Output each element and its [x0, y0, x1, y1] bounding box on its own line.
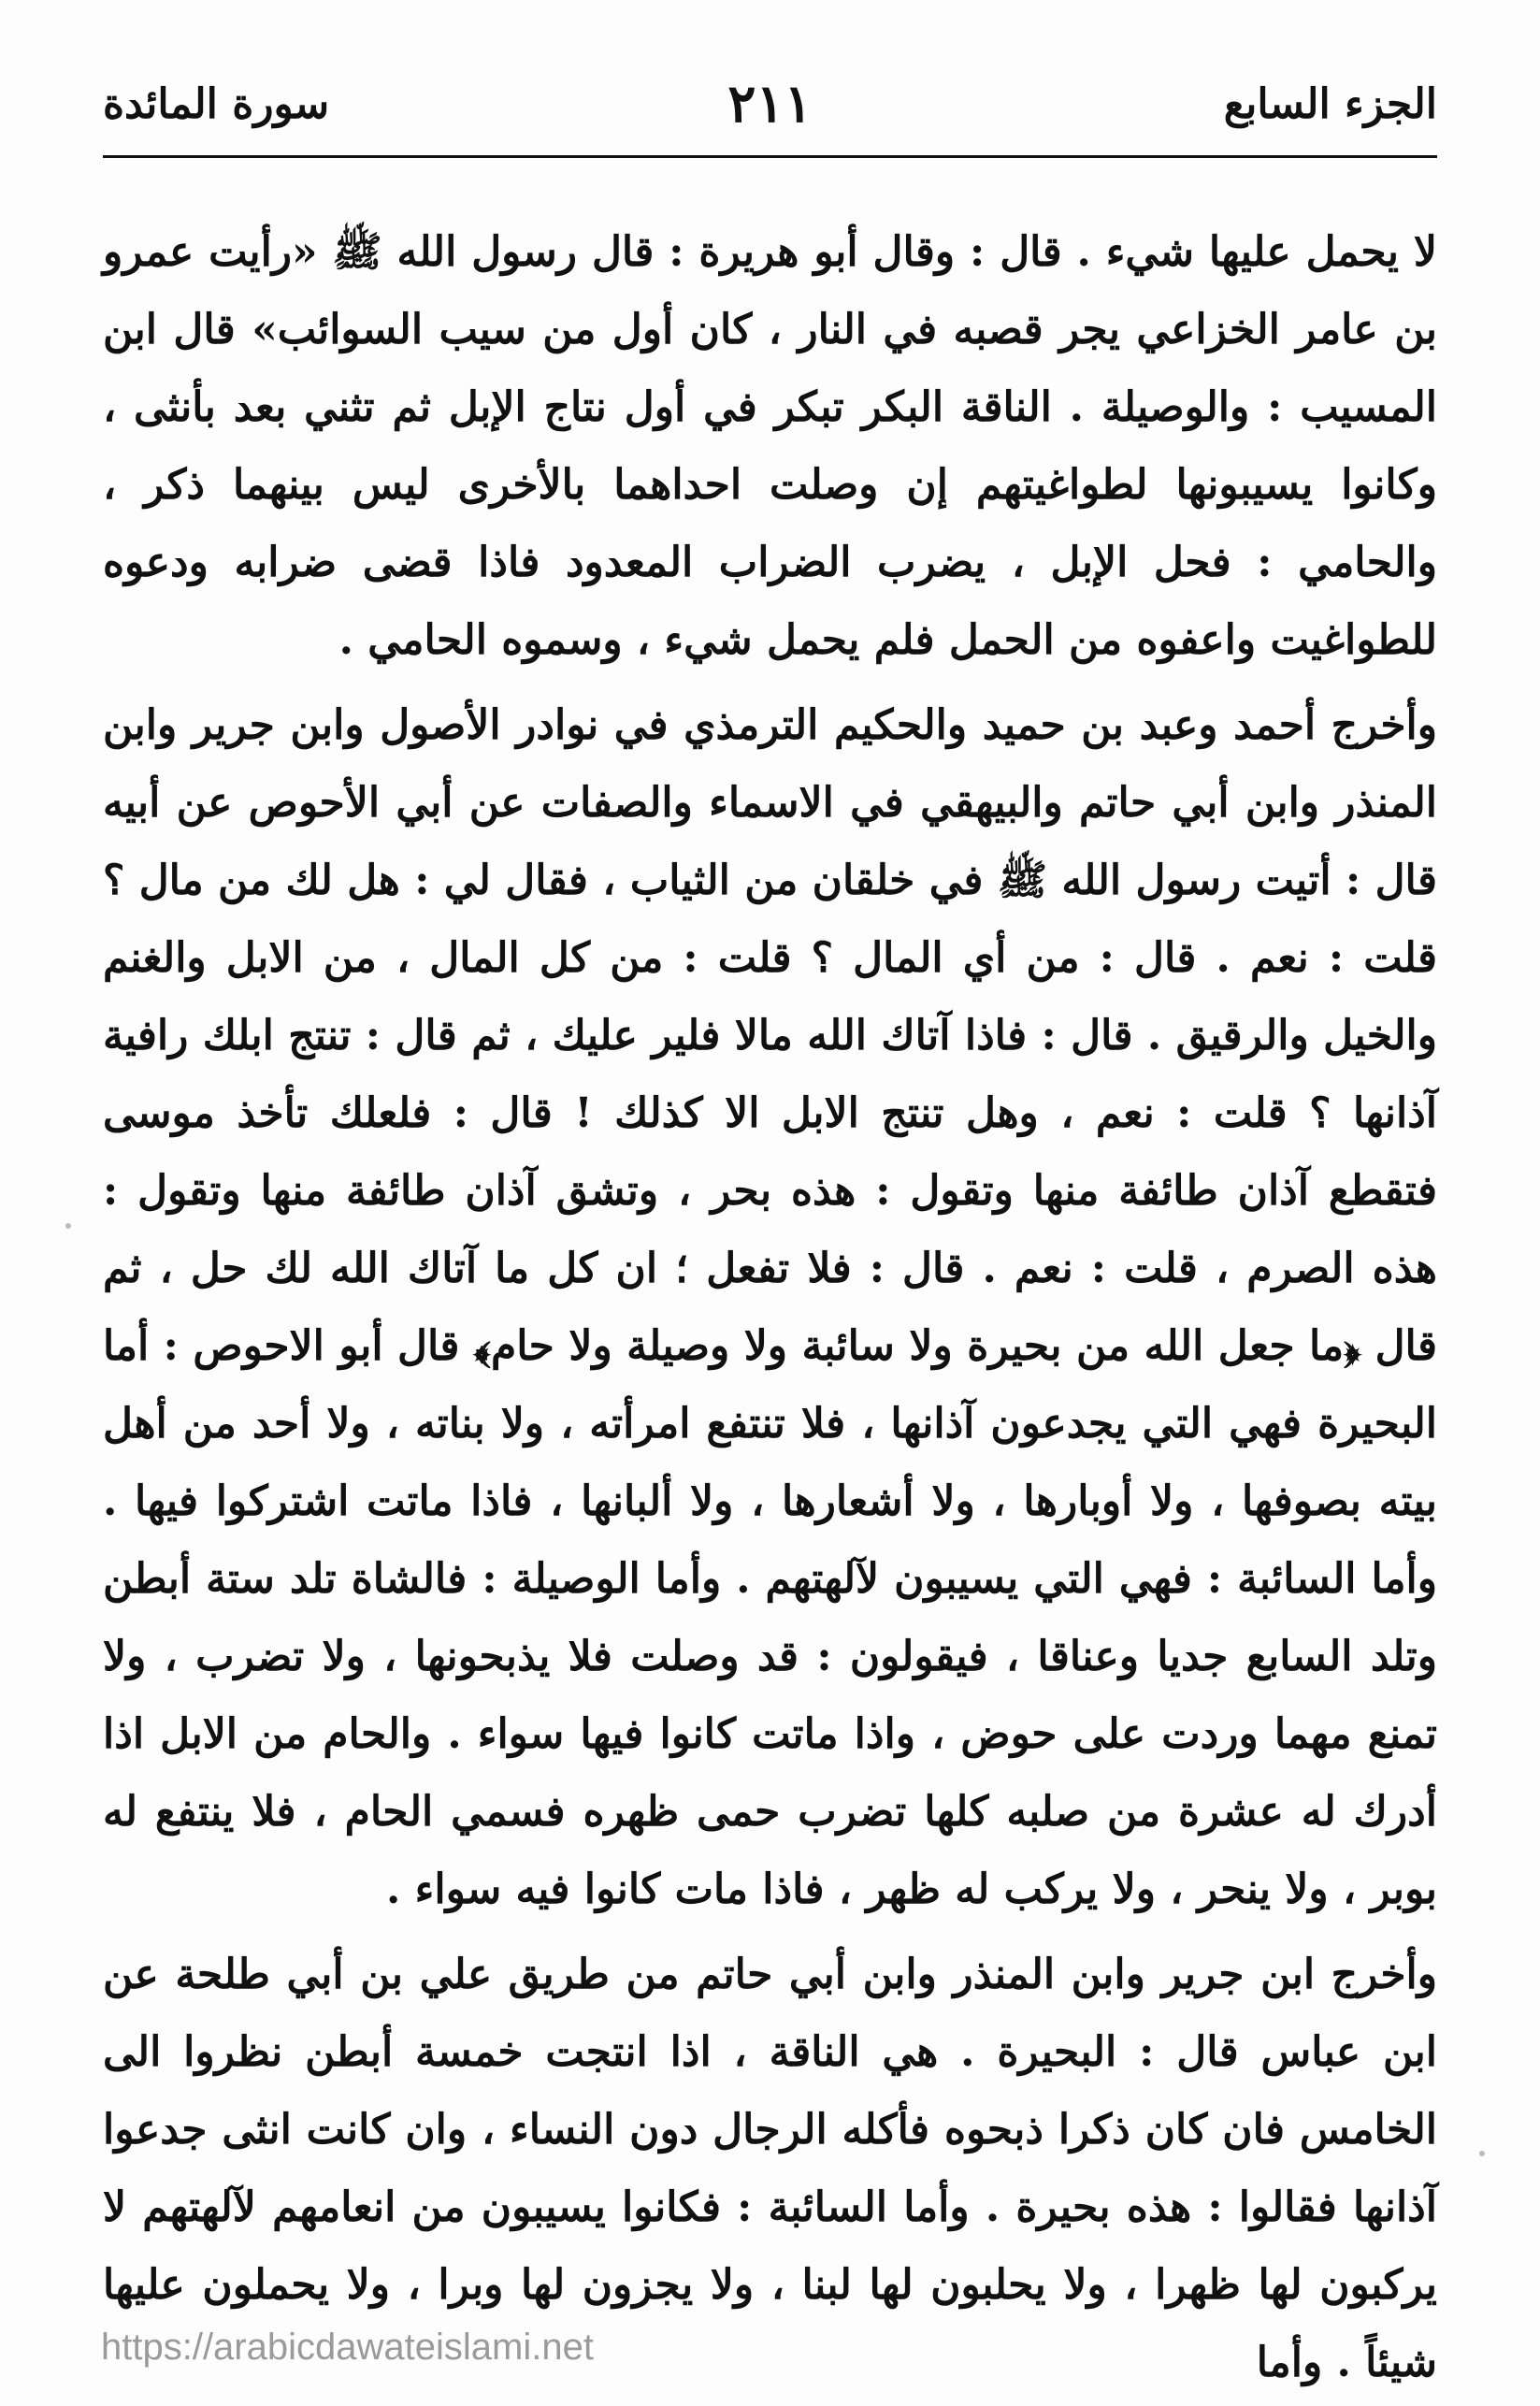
paragraph: وأخرج ابن جرير وابن المنذر وابن أبي حاتم من طريق علي بن أبي طلحة عن ابن عباس قال : البحيرة . هي الناقة ، اذا انتجت خمسة أبطن نظروا الى الخامس فان كان ذكرا ذبحوه فأكله الرجال دون النساء ، وان كانت انثى جدعوا آذانها فقالوا : هذه بحيرة . وأما السائبة : فكانوا يسيبون من انعامهم لآلهتهم لا يركبون لها ظهرا ، ولا يحلبون لها لبنا ، ولا يجزون لها وبرا ، ولا يحملون عليها شيئاً . وأما [103, 1951, 1437, 2386]
page-header [103, 73, 1437, 148]
paragraph: لا يحمل عليها شيء . قال : وقال أبو هريرة : قال رسول الله ﷺ «رأيت عمرو بن عامر الخزاعي يجر قصبه في النار ، كان أول من سيب السوائب» قال ابن المسيب : والوصيلة . الناقة البكر تبكر في أول نتاج الإبل ثم تثني بعد بأنثى ، وكانوا يسيبونها لطواغيتهم إن وصلت احداهما بالأخرى ليس بينهما ذكر ، والحامي : فحل الإبل ، يضرب الضراب المعدود فاذا قضى ضرابه ودعوه للطواغيت واعفوه من الحمل فلم يحمل شيء ، وسموه الحامي . [103, 228, 1437, 664]
main-text [103, 213, 1437, 2401]
scan-speck [65, 1223, 71, 1229]
header-divider [103, 155, 1437, 158]
part-title: الجزء السابع [1223, 80, 1437, 128]
surah-title: سورة المائدة [103, 80, 330, 128]
watermark-url: https://arabicdawateislami.net [101, 2327, 594, 2368]
scan-speck [1479, 2151, 1485, 2156]
page-number: ٢١١ [727, 73, 813, 135]
paragraph: وأخرج أحمد وعبد بن حميد والحكيم الترمذي في نوادر الأصول وابن جرير وابن المنذر وابن أبي حاتم والبيهقي في الاسماء والصفات عن أبي الأحوص عن أبيه قال : أتيت رسول الله ﷺ في خلقان من الثياب ، فقال لي : هل لك من مال ؟ قلت : نعم . قال : من أي المال ؟ قلت : من كل المال ، من الابل والغنم والخيل والرقيق . قال : فاذا آتاك الله مالا فلير عليك ، ثم قال : تنتج ابلك رافية آذانها ؟ قلت : نعم ، وهل تنتج الابل الا كذلك ! قال : فلعلك تأخذ موسى فتقطع آذان طائفة منها وتقول : هذه بحر ، وتشق آذان طائفة منها وتقول : هذه الصرم ، قلت : نعم . قال : فلا تفعل ؛ ان كل ما آتاك الله لك حل ، ثم قال ﴿ما جعل الله من بحيرة ولا سائبة ولا وصيلة ولا حام﴾ قال أبو الاحوص : أما البحيرة فهي التي يجدعون آذانها ، فلا تنتفع امرأته ، ولا بناته ، ولا أحد من أهل بيته بصوفها ، ولا أوبارها ، ولا أشعارها ، ولا ألبانها ، فاذا ماتت اشتركوا فيها . وأما السائبة : فهي التي يسيبون لآلهتهم . وأما الوصيلة : فالشاة تلد ستة أبطن وتلد السابع جديا وعناقا ، فيقولون : قد وصلت فلا يذبحونها ، ولا تضرب ، ولا تمنع مهما وردت على حوض ، واذا ماتت كانوا فيها سواء . والحام من الابل اذا أدرك له عشرة من صلبه كلها تضرب حمى ظهره فسمي الحام ، فلا ينتفع له بوبر ، ولا ينحر ، ولا يركب له ظهر ، فاذا مات كانوا فيه سواء . [103, 701, 1437, 1913]
